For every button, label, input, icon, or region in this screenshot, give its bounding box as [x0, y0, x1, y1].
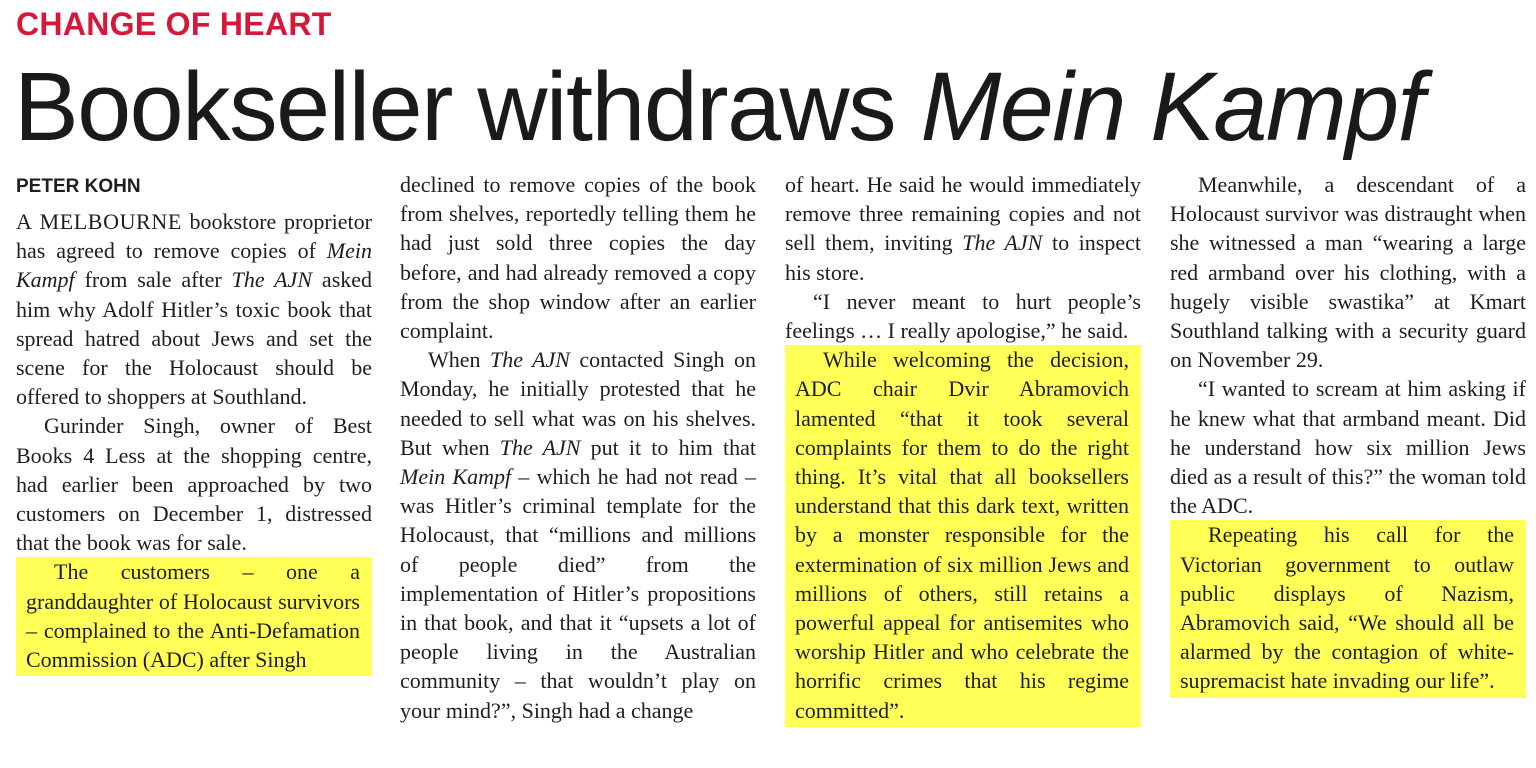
- kicker: CHANGE OF HEART: [16, 6, 332, 42]
- headline-main: Bookseller withdraws: [14, 52, 921, 161]
- paragraph: “I wanted to scream at him asking if he knew what that armband meant. Did he understand how six million Jews died as a result of this?” the woman told the ADC.: [1170, 376, 1526, 519]
- column-2: [400, 170, 756, 725]
- headline: [14, 52, 1423, 162]
- paragraph: When The AJN contacted Singh on Monday, he initially protested that he needed to sell what was on his shelves. But when The AJN put it to him that Mein Kampf – which he had not read – was Hitler’s criminal template for the Holocaust, that “millions and millions of people died” from the implementation of Hitler’s propositions in that book, and that it “upsets a lot of people living in the Australian community – that wouldn’t play on your mind?”, Singh had a change: [400, 347, 756, 723]
- byline: PETER KOHN: [16, 176, 141, 197]
- paragraph: Meanwhile, a descendant of a Holocaust survivor was distraught when she witnessed a man “wearing a large red armband over his clothing, with a hugely visible swastika” at Kmart Southland talking with a security guard on November 29.: [1170, 172, 1526, 373]
- headline-book-title: Mein Kampf: [920, 52, 1424, 161]
- paragraph: declined to remove copies of the book from shelves, reportedly telling them he had just sold three copies the day before, and had already removed a copy from the shop window after an earlier complaint.: [400, 172, 756, 344]
- highlighted-paragraph: While welcoming the decision, ADC chair Dvir Abramovich lamented “that it took several complaints for them to do the right thing. It’s vital that all booksellers understand that this dark text, written by a monster responsible for the extermination of six million Jews and millions of others, still retains a powerful appeal for antisemites who worship Hitler and who celebrate the horrific crimes that his regime committed”.: [785, 345, 1141, 727]
- column-1: [16, 170, 372, 676]
- column-3: [785, 170, 1141, 727]
- highlighted-paragraph: The customers – one a granddaughter of Holocaust survivors – complained to the Anti-Defamation Commission (ADC) after Singh: [16, 557, 372, 676]
- paragraph: of heart. He said he would immediately remove three remaining copies and not sell them, inviting The AJN to inspect his store.: [785, 172, 1141, 285]
- paragraph: Gurinder Singh, owner of Best Books 4 Less at the shopping centre, had earlier been approached by two customers on December 1, distressed that the book was for sale.: [16, 413, 372, 556]
- paragraph: A MELBOURNE bookstore proprietor has agreed to remove copies of Mein Kampf from sale after The AJN asked him why Adolf Hitler’s toxic book that spread hatred about Jews and set the scene for the Holocaust should be offered to shoppers at Southland.: [16, 209, 373, 410]
- highlighted-paragraph: Repeating his call for the Victorian government to outlaw public displays of Nazism, Abramovich said, “We should all be alarmed by the contagion of white-supremacist hate invading our life”.: [1170, 520, 1526, 697]
- column-4: [1170, 170, 1526, 698]
- paragraph: “I never meant to hurt people’s feelings … I really apologise,” he said.: [785, 288, 1141, 344]
